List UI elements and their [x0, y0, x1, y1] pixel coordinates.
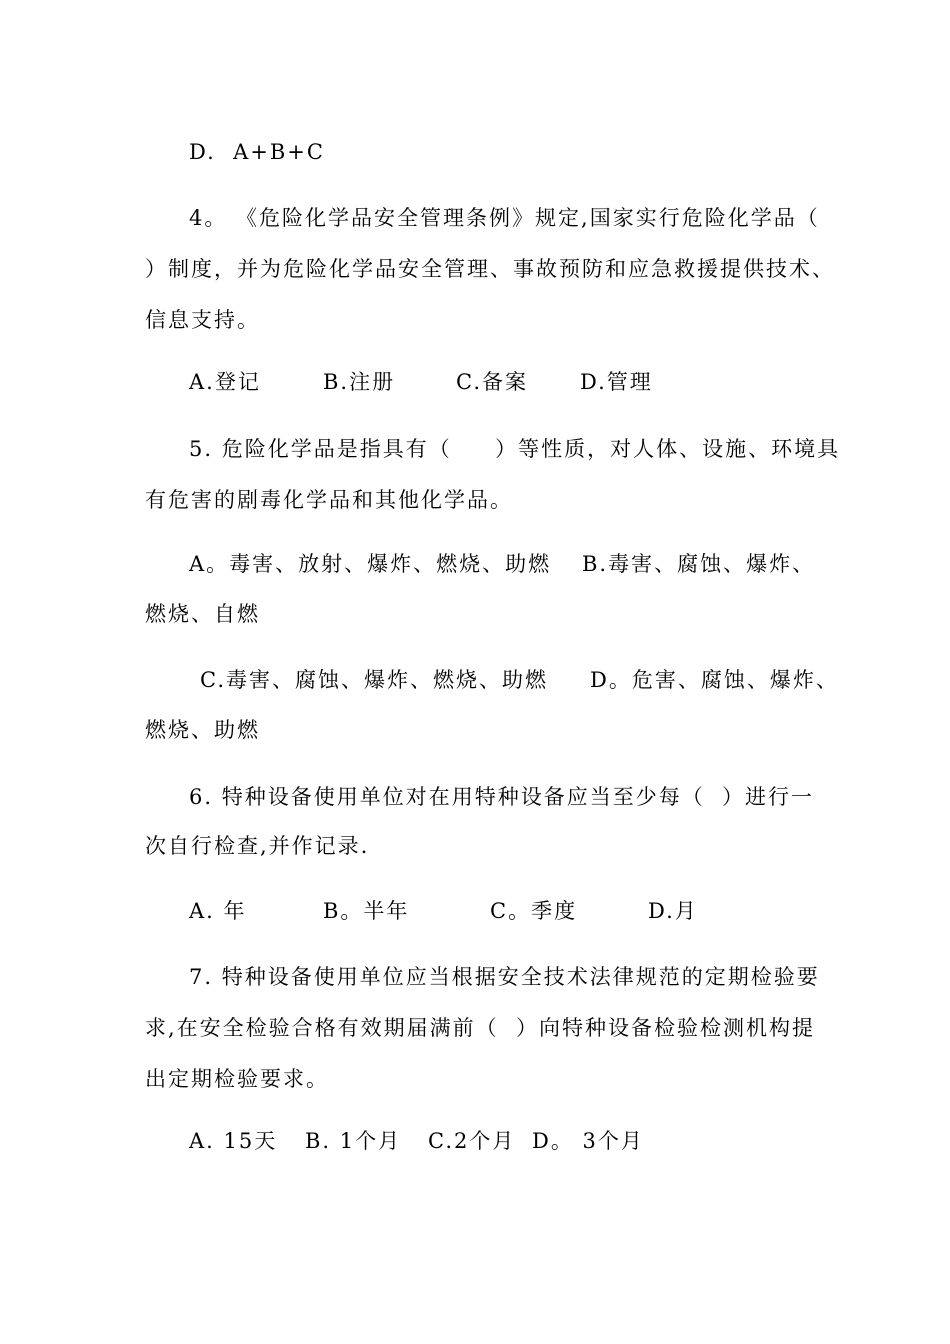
- q4-option-c: C.备案: [456, 370, 528, 394]
- q6-option-a: A. 年: [189, 899, 247, 923]
- q6-option-b: B。半年: [323, 899, 410, 923]
- q6-option-c: C。季度: [490, 899, 578, 923]
- q6-text-line-2: 次自行检查,并作记录.: [145, 834, 370, 858]
- q5-option-d: D。危害、腐蚀、爆炸、: [590, 668, 839, 692]
- q6-text-line-1: 6. 特种设备使用单位对在用特种设备应当至少每（ ）进行一: [189, 785, 815, 809]
- q4-option-d: D.管理: [580, 370, 653, 394]
- q4-text-line-1: 4。 《危险化学品安全管理条例》规定,国家实行危险化学品（: [189, 206, 820, 230]
- q7-option-c: C.2个月: [428, 1129, 516, 1153]
- q5-option-a: A。毒害、放射、爆炸、燃烧、助燃: [189, 552, 552, 576]
- q4-text-line-3: 信息支持。: [145, 308, 260, 332]
- q5-option-c: C.毒害、腐蚀、爆炸、燃烧、助燃: [200, 668, 548, 692]
- q7-text-line-1: 7. 特种设备使用单位应当根据安全技术法律规范的定期检验要: [189, 965, 820, 989]
- q5-option-b: B.毒害、腐蚀、爆炸、: [582, 552, 816, 576]
- q7-option-b: B. 1个月: [305, 1129, 402, 1153]
- q7-text-line-3: 出定期检验要求。: [145, 1067, 329, 1091]
- q4-text-line-2: ）制度，并为危险化学品安全管理、事故预防和应急救援提供技术、: [145, 257, 835, 281]
- q5-option-b-continued: 燃烧、自燃: [145, 602, 260, 626]
- q6-option-d: D.月: [648, 899, 698, 923]
- q3-option-d: D. A+B+C: [189, 140, 325, 164]
- q5-text-line-2: 有危害的剧毒化学品和其他化学品。: [145, 488, 513, 512]
- q5-text-line-1: 5. 危险化学品是指具有（ ）等性质，对人体、设施、环境具: [189, 437, 841, 461]
- q7-option-d: D。 3个月: [532, 1129, 644, 1153]
- q4-option-a: A.登记: [189, 370, 261, 394]
- q7-text-line-2: 求,在安全检验合格有效期届满前（ ）向特种设备检验检测机构提: [145, 1016, 816, 1040]
- q4-option-b: B.注册: [323, 370, 396, 394]
- q5-option-d-continued: 燃烧、助燃: [145, 718, 260, 742]
- q7-option-a: A. 15天: [189, 1129, 278, 1153]
